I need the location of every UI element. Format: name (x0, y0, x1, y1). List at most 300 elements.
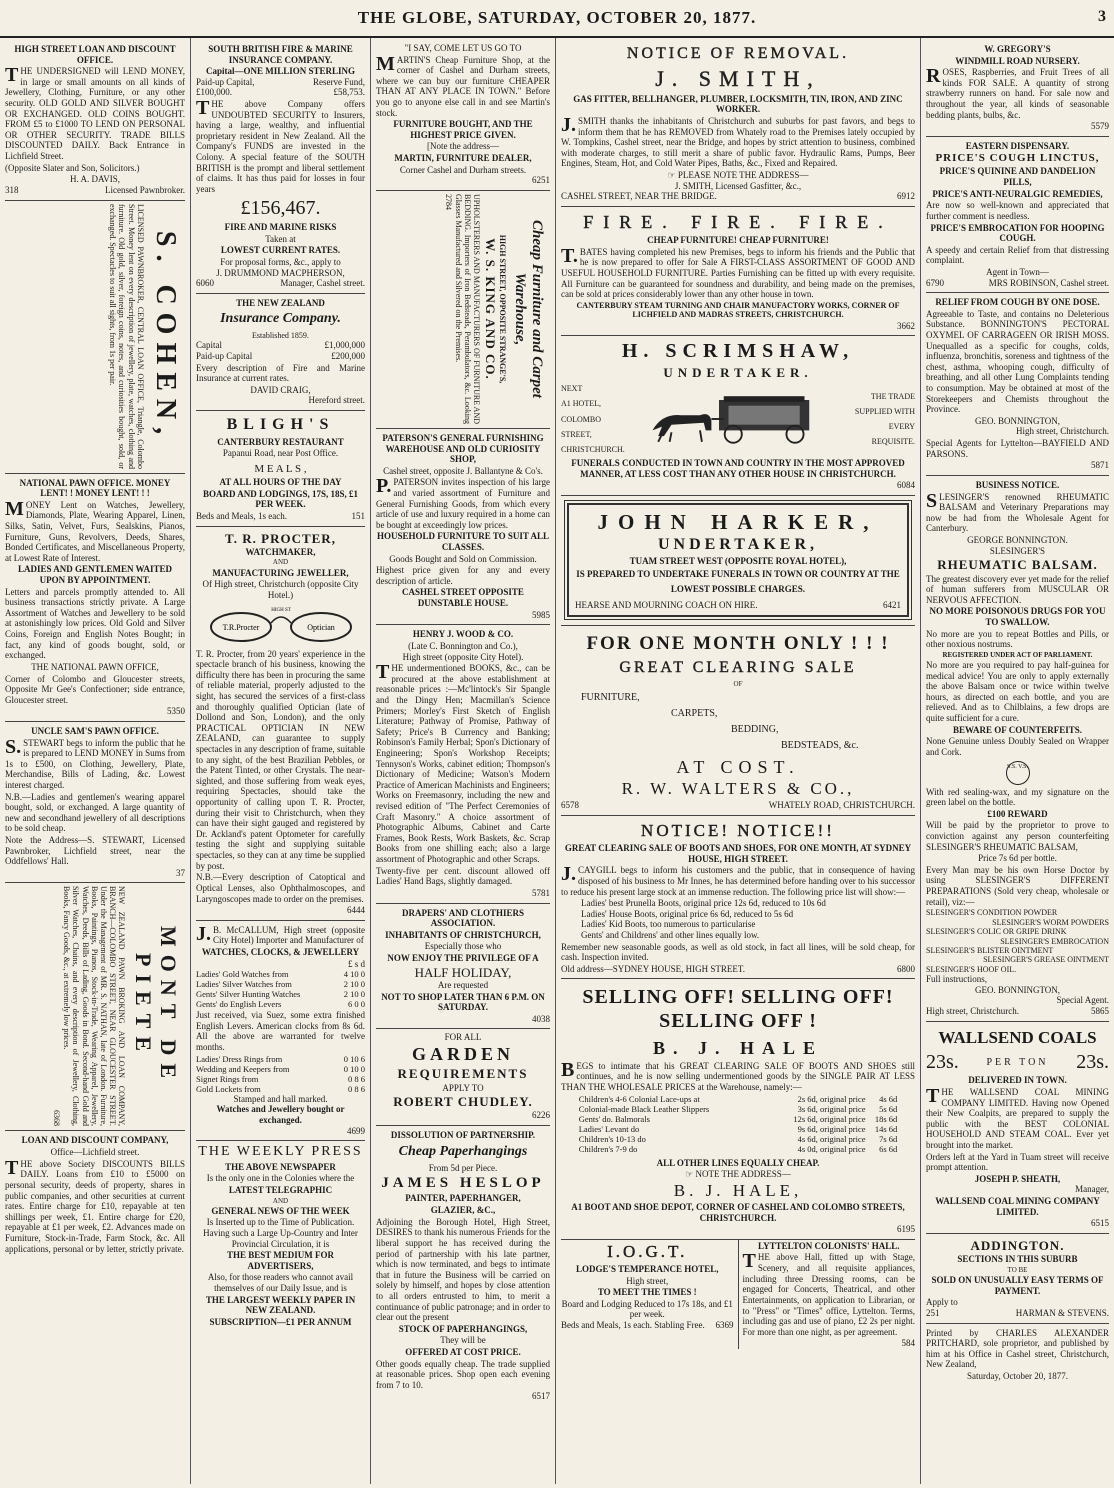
right-line-1: THE TRADE (870, 391, 915, 401)
ad-ref: 6251 (532, 175, 550, 186)
ad-other: ALL OTHER LINES EQUALLY CHEAP. (656, 1157, 820, 1168)
list-item: SLESINGER'S HOOF OIL. (926, 964, 1017, 974)
ad-note: ☞ PLEASE NOTE THE ADDRESS— (667, 170, 809, 181)
price-left: 23s. (926, 1050, 959, 1073)
ad-no-more: NO MORE POISONOUS DRUGS FOR YOU TO SWALLOW. (929, 606, 1106, 627)
ad-note: [Note the address— (427, 141, 499, 152)
table-cell: Wedding and Keepers from (196, 1063, 290, 1074)
ad-ref: 5350 (167, 706, 185, 717)
ad-title-2: Insurance Company. (220, 311, 341, 327)
ad-bonnington (926, 293, 1109, 476)
ad-body: THE above Society DISCOUNTS BILLS DAILY. Loans from £10 to £5000 on personal security, deeds of property, shares in public companies, and other securities at current rates. Entire charge for £10, repayable at ten shillings per week, £1. Entire charge for £20, repayable at £1 per week, £2. Advances made on Furniture, Stock-in-Trade, Farm Stock, &c. All applications, personal or by letter, strictly private. (5, 1156, 185, 1254)
ad-delivered: DELIVERED IN TOWN. (968, 1075, 1067, 1086)
ad-company: WALLSEND COAL MINING COMPANY LIMITED. (935, 1196, 1100, 1217)
table-cell: Children's 7-9 do (578, 1143, 638, 1154)
ad-name: ROBERT CHUDLEY. (393, 1094, 533, 1110)
ad-weekly-press (196, 1141, 365, 1332)
column-4 (555, 38, 920, 1484)
ad-address: CASHEL STREET, NEAR THE BRIDGE. (561, 191, 717, 202)
ad-meet: TO MEET THE TIMES ! (597, 1287, 697, 1298)
ad-title: NOTICE! NOTICE!! (641, 821, 835, 841)
ad-address: High street (opposite City Hotel). (402, 651, 524, 662)
ad-price-1: PRICE'S COUGH LINCTUS, (935, 152, 1100, 165)
ad-dissolution: DISSOLUTION OF PARTNERSHIP. (390, 1130, 536, 1141)
ad-signer: GEO. BONNINGTON, (974, 415, 1061, 426)
ad-body: THE above Hall, fitted up with Stage, Scenery, and all requisite appliances, including three Dressing rooms, can be engaged for Concerts, Theatrical, and other Entertainments, on application to Librarian, or to "Press" or "Times" office, Lyttelton. Terms, including gas and use of piano, £2 2s per night. For more than one night, as per agreement. (742, 1250, 915, 1337)
ad-davis-loan (5, 40, 185, 201)
table-cell: Children's 4-6 Colonial Lace-ups at (578, 1093, 700, 1104)
ad-cost: AT COST. (676, 757, 800, 778)
ad-body: THE UNDERSIGNED will LEND MONEY, in large or small amounts on all kinds of Jewellery, Clothing, Furniture, or any other security. OLD GOLD AND SILVER BOUGHT OR EXCHANGED. OLD COINS BOUGHT. FROM £5 to £1000 TO LEND ON PERSONAL OR OTHER SECURITY. TRADE BILLS DISCOUNTED DAILY. Back Entrance in Lichfield Street. (5, 64, 185, 162)
ad-address: Note the Address—S. STEWART, Licensed Pawnbroker, Lichfield street, near the Oddfellows' Hall. (5, 835, 185, 867)
ad-body: Every description of Fire and Marine Insurance at current rates. (196, 362, 365, 384)
ad-garden (376, 1029, 550, 1126)
table-cell: 14s 6d (874, 1123, 898, 1134)
table-cell: 4s 6d, original price (797, 1133, 866, 1144)
ad-body: NEW ZEALAND PAWN BROKING AND LOAN COMPANY, BRANCH—COLOMBO STREET, NEAR GLOUCESTER STREET. Under the Management of MR. S. NATHAN, late of London. Furniture, Books, Paintings, Pianos, Stock-in-Trade, Wearing Apparel, Jewellery, Watches, Deeds, Bills of Lading, Goods in Bond. Second-hand Gold and Silver Watches, Chains, and every description of Jewellery, Clothing, Books, Fancy Goods, &c., at extremely low prices. (62, 886, 127, 1127)
ad-wallsend (926, 1022, 1109, 1234)
ad-martin (376, 40, 550, 191)
ad-agent: GEORGE BONNINGTON. (967, 534, 1068, 545)
ad-title: RELIEF FROM COUGH BY ONE DOSE. (935, 297, 1100, 308)
ad-walters (561, 626, 915, 816)
table-row (579, 1094, 898, 1104)
ad-price-4: PRICE'S EMBROCATION FOR HOOPING COUGH. (930, 222, 1105, 244)
ad-highest: Highest price given for any and every description of article. (376, 565, 550, 586)
currency-header: £ s d (347, 958, 365, 969)
ad-sub: (Late C. Bonnington and Co.), (408, 640, 518, 651)
table-cell: Gents' do English Levers (196, 999, 282, 1010)
table-cell: Gents' do. Balmorals (578, 1113, 650, 1124)
table-cell: Signet Rings from (196, 1073, 259, 1084)
ad-price-3: PRICE'S ANTI-NEURALGIC REMEDIES, (932, 188, 1103, 199)
ad-ref: 6578 (561, 800, 579, 811)
ad-especially: Especially those who (424, 941, 502, 952)
ad-title: SOUTH BRITISH FIRE & MARINE INSURANCE COMPANY. (208, 44, 353, 65)
ad-title: I.O.G.T. (607, 1241, 688, 1261)
ad-ref: 5985 (532, 609, 550, 620)
ad-line-7: Having such a Large Up-Country and Inter Provincial Circulation, it is (203, 1228, 358, 1249)
ad-sub: WINDMILL ROAD NURSERY. (955, 55, 1080, 66)
ad-address: High street, (626, 1275, 669, 1286)
ad-sub-3: MANUFACTURING JEWELLER, (212, 567, 349, 578)
imprint-date: Saturday, October 20, 1877. (967, 1370, 1068, 1381)
ad-agent: Agent in Town— (986, 266, 1049, 277)
ad-body-3: No more are you to repeat Bottles and Pills, or other noxious nostrums. (926, 628, 1109, 650)
ad-note: N.B.—Ladies and gentlemen's wearing apparel bought, sold, or exchanged. A large quantity of new and secondhand jewellery of all descriptions to be sold cheap. (5, 791, 185, 834)
ad-slesinger (926, 476, 1109, 1022)
table-cell: Gents' Silver Hunting Watches (196, 989, 301, 1000)
price-table-2 (196, 1054, 365, 1094)
table-cell: 0 10 0 (343, 1063, 365, 1074)
reserve-label: Reserve Fund, (313, 76, 365, 87)
ad-harker (561, 496, 915, 626)
ad-uncle-sam (5, 722, 185, 884)
capital-value: £1,000,000 (324, 340, 365, 351)
ad-line-2: Is the only one in the Colonies where the (206, 1173, 355, 1184)
ad-household: HOUSEHOLD FURNITURE TO SUIT ALL CLASSES. (376, 531, 550, 553)
ad-bought: FURNITURE BOUGHT, AND THE HIGHEST PRICE GIVEN. (393, 119, 533, 140)
ad-wood (376, 625, 550, 903)
ad-title: LOAN AND DISCOUNT COMPANY, (21, 1135, 169, 1146)
ad-ref: 5579 (1091, 121, 1109, 132)
ad-procter (196, 527, 365, 921)
table-cell: 4s 6d (879, 1093, 898, 1104)
left-line-3: COLOMBO STREET, (561, 414, 602, 439)
ad-name: W. S. KING AND CO. (483, 238, 499, 380)
ad-stock: STOCK OF PAPERHANGINGS, (398, 1323, 528, 1334)
ad-hearse: HEARSE AND MOURNING COACH ON HIRE. (575, 600, 758, 611)
ad-address: TUAM STREET WEST (OPPOSITE ROYAL HOTEL), (629, 555, 847, 566)
column-3 (370, 38, 555, 1484)
table-row (196, 1064, 365, 1074)
ad-special: Special Agents for Lyttelton—BAYFIELD AND PARSONS. (926, 438, 1109, 459)
ad-body: MARTIN'S Cheap Furniture Shop, at the corner of Cashel and Durham streets, where we can buy our furniture CHEAPER THAN AT ANY PLACE IN TOWN." Before you go to anyone else call in and see Martin's stock. (376, 52, 550, 118)
table-cell: 6s 6d (879, 1143, 898, 1154)
ad-footer: Other goods equally cheap. The trade supplied at reasonable prices. Shop open each evening from 7 to 10. (376, 1358, 550, 1390)
ad-stamped: Stamped and hall marked. (233, 1093, 328, 1104)
ad-mid: Just received, via Suez, some extra finished English Levers. American clocks from 8s 6d. All the above are warranted for twelve months. (196, 1010, 365, 1053)
ad-body: LICENSED PAWNBROKER, CENTRAL LOAN OFFICE, Triangle, Colombo Street. Money lent on every description of jewellery, plate, watches, clothing and furniture. Old gold, silver, foreign coins, notes, and curiosities bought, sold, or exchanged. Spectacles to suit all sights, from 1s per pair. (108, 203, 145, 469)
list-item: Ladies' House Boots, original price 6s 6d, reduced to 5s 6d (581, 908, 794, 919)
ad-body: THE WALLSEND COAL MINING COMPANY LIMITED. Having now Opened their New Coalpits, are prepared to supply the public with the BEST COLONIAL HOUSEHOLD AND STEAM COAL. Ever yet brought into the market. (926, 1084, 1109, 1150)
ad-body: S.STEWART begs to inform the public that he is prepared to LEND MONEY in Sums from 1s to £500, on Clothing, Jewellery, Plate, Merchandise, Bills of Lading, &c. Lowest interest charged. (5, 735, 185, 790)
table-row (579, 1114, 898, 1124)
ad-line-5: GENERAL NEWS OF THE WEEK (211, 1205, 350, 1216)
ad-proposal: For proposal forms, &c., apply to (220, 256, 341, 267)
ad-note: ☞ NOTE THE ADDRESS— (685, 1169, 791, 1180)
ad-body-2: Letters and parcels promptly attended to. All business transactions strictly private. A Large Assortment of Watches and Jewellery to be sold at astonishingly low prices. Old Gold and Silver Coins, Foreign and English Notes Bought; in fact, any kind of goods bought, sold, or exchanged. (5, 586, 185, 661)
ad-signer-title: Licensed Pawnbroker. (105, 184, 185, 195)
rotated-ad (5, 204, 185, 469)
ad-address: Of High street, Christchurch (opposite City Hotel.) (202, 579, 359, 600)
ad-line-1: THE ABOVE NEWSPAPER (225, 1161, 336, 1172)
ad-name: H. SCRIMSHAW, (621, 340, 855, 363)
ad-hale (561, 979, 915, 1239)
ad-footer: CASHEL STREET OPPOSITE DUNSTABLE HOUSE. (402, 587, 524, 609)
ad-body: Adjoining the Borough Hotel, High Street, DESIRES to thank his numerous Friends for the liberal support he has received during the period of partnership with his late partner, which is now terminated, and begs to intimate that in future the Business will be carried on solely by himself, and hopes by close attention to all orders entrusted to him, to merit a continuance of public patronage; and in order to clear out the present (376, 1216, 550, 1323)
hearse-icon (643, 391, 833, 447)
ad-line-9: Also, for those readers who cannot avail themselves of our Daily Issue, and is (207, 1272, 354, 1294)
ad-title: THE WEEKLY PRESS (198, 1144, 363, 1160)
ad-signer-title: Hereford street. (308, 395, 365, 406)
ad-signer: MARTIN, FURNITURE DEALER, (394, 153, 532, 164)
table-row (196, 1074, 365, 1084)
ad-body: J.SMITH thanks the inhabitants of Christchurch and suburbs for past favors, and begs to inform them that he has REMOVED from Whately road to the Premises lately occupied by W. Tompkins, Cashel street, near the Bridge, and hopes by strict attention to business, combined with moderate charges, to still merit a share of public favor. Hydraulic Rams, Pumps, Beer Engines, Steam, Hot, and Cold Water Pipes, Baths, &c., Fixed and Repaired. (561, 114, 915, 169)
ad-address: Corner Cashel and Durham streets. (399, 164, 527, 175)
ad-title: W. GREGORY'S (984, 44, 1051, 54)
ad-signer: GEO. BONNINGTON, (974, 984, 1061, 995)
ad-title: UNCLE SAM'S PAWN OFFICE. (31, 725, 159, 736)
ad-footer: Watches and Jewellery bought or exchanged. (216, 1104, 345, 1125)
price-table (196, 969, 365, 1009)
ad-body: P.PATERSON invites inspection of his large and varied assortment of Furniture and General Furnishing Goods, from which every article of use and luxury required in a home can be bought at exceedingly low prices. (376, 475, 550, 530)
ad-capital: Capital—ONE MILLION STERLING (205, 66, 356, 77)
table-cell: 9s 6d, original price (797, 1123, 866, 1134)
masthead (0, 0, 1114, 38)
ad-title-1: SLESINGER'S (989, 545, 1046, 556)
ad-to-be: TO BE (1007, 1265, 1028, 1274)
ad-ref: 5871 (1091, 460, 1109, 471)
ad-ref: 5865 (1091, 1006, 1109, 1017)
ad-title: B. J. HALE (652, 1037, 824, 1058)
right-line-2: SUPPLIED WITH (854, 407, 915, 416)
ad-signer: JOSEPH P. SHEATH, (974, 1173, 1061, 1184)
ad-trade: UNDERTAKER. (663, 364, 813, 380)
table-cell: 2s 6d, original price (797, 1093, 866, 1104)
ad-beds: Beds and Meals, 1s each. (196, 510, 287, 521)
ad-line-3: LATEST TELEGRAPHIC (228, 1184, 333, 1195)
ad-body-6: With red sealing-wax, and my signature on the green label on the bottle. (926, 786, 1109, 808)
ad-ref: 4038 (532, 1013, 550, 1024)
ad-trade: GAS FITTER, BELLHANGER, PLUMBER, LOCKSMITH, TIN, IRON, AND ZINC WORKER. (573, 93, 903, 115)
ad-ref: 3662 (897, 320, 915, 331)
ad-body-4: No more are you required to pay half-guinea for medical advice! You are only to apply externally the above Balsam once or twice within twelve hours, as directed on each bottle, and you are relieved. And as to Chilblains, a few drops are quite sufficient for a cure. (926, 660, 1109, 724)
ad-title-2: RHEUMATIC BALSAM. (937, 557, 1098, 573)
ad-apply: APPLY TO (442, 1082, 484, 1093)
left-line-2: A1 HOTEL, (561, 399, 601, 409)
ad-ref: 151 (351, 510, 365, 521)
ad-body-2: The greatest discovery ever yet made for the relief of human sufferers from MUSCULAR OR NERVOUS AFFECTION. (926, 573, 1109, 605)
ad-title: FIRE. FIRE. FIRE. (583, 211, 893, 232)
ad-heading: S. COHEN, (150, 230, 181, 442)
ad-address: WHATELY ROAD, CHRISTCHURCH. (768, 800, 915, 811)
ad-ref: 6800 (897, 963, 915, 974)
ad-address: (Opposite Slater and Son, Solicitors.) (5, 162, 140, 173)
ad-national-pawn (5, 474, 185, 722)
ad-ref: 6368 (52, 1110, 62, 1127)
ad-price-2: PRICE'S QUININE AND DANDELION PILLS, (939, 166, 1096, 188)
ad-ref: 6226 (532, 1110, 550, 1121)
ad-body-8: Every Man may be his own Horse Doctor by using SLESINGER'S DIFFERENT PREPARATIONS (Sold very cheap, wholesale or retail), viz:— (926, 864, 1109, 907)
price-table (579, 1094, 898, 1154)
ad-name: JAMES HESLOP (381, 1174, 545, 1191)
ad-beds: Beds and Meals, 1s each. Stabling Free. (561, 1319, 705, 1330)
ad-sub: REQUIREMENTS (397, 1066, 529, 1082)
paid-label: Paid-up Capital, (196, 76, 255, 87)
ad-body: IS PREPARED TO UNDERTAKE FUNERALS IN TOWN OR COUNTRY AT THE LOWEST POSSIBLE CHARGES. (576, 569, 900, 594)
ad-board: Board and Lodging Reduced to 17s 18s, and £1 per week. (561, 1298, 733, 1320)
table-cell: 7s 6d (879, 1133, 898, 1144)
ad-sub: GREAT CLEARING SALE OF BOOTS AND SHOES, FOR ONE MONTH, AT SYDNEY HOUSE, HIGH STREET. (564, 843, 912, 864)
ad-ref: 6515 (1091, 1218, 1109, 1229)
goods-4: BEDSTEADS, &c. (781, 740, 859, 752)
per-ton: PER TON (986, 1056, 1049, 1068)
ad-signer: HARMAN & STEVENS. (1015, 1307, 1109, 1318)
ad-notice: NOTICE OF REMOVAL. (626, 45, 850, 62)
ad-caygill (561, 816, 915, 979)
ad-notice: BUSINESS NOTICE. (975, 479, 1060, 490)
ad-address: High street, Christchurch. (1016, 426, 1109, 437)
goods-2: CARPETS, (671, 708, 718, 720)
list-item: SLESINGER'S CONDITION POWDER (926, 908, 1058, 918)
ad-signer: THE NATIONAL PAWN OFFICE, (31, 661, 159, 672)
ad-footer: FUNERALS CONDUCTED IN TOWN AND COUNTRY IN THE MOST APPROVED MANNER, AT LESS COST THAN ANY OTHER HOUSE IN CHRISTCHURCH. (571, 458, 905, 479)
ad-body: THE above Company offers UNDOUBTED SECURITY to Insurers, having a large, wealthy, and influential proprietary resident in New Zealand. All the Company's FUNDS are invested in the Colony. A special feature of the SOUTH BRITISH is the prompt and liberal settlement of claims. It has thus paid for losses in four years (196, 97, 365, 194)
ad-fire (561, 207, 915, 336)
ad-line-10: THE LARGEST WEEKLY PAPER IN NEW ZEALAND. (205, 1294, 356, 1316)
ad-ref: 6060 (196, 278, 214, 289)
table-cell: 12s 6d, original price (793, 1113, 866, 1124)
ad-title: GARDEN (411, 1043, 514, 1064)
column-1 (0, 38, 190, 1484)
ad-title: EASTERN DISPENSARY. (965, 140, 1070, 151)
table-row (579, 1124, 898, 1134)
ad-beware: BEWARE OF COUNTERFEITS. (953, 724, 1082, 735)
ad-smith (561, 40, 915, 207)
list-item: Ladies' Kid Boots, too numerous to particularise (581, 919, 756, 930)
table-row (196, 979, 365, 989)
ad-hours: AT ALL HOURS OF THE DAY (219, 477, 342, 488)
ad-name: J. SMITH, (655, 65, 821, 91)
ad-title: WATCHES, CLOCKS, & JEWELLERY (201, 946, 360, 957)
ad-established: Established 1859. (252, 330, 309, 340)
ad-reward: £100 REWARD (987, 808, 1048, 819)
ad-line-11: SUBSCRIPTION—£1 PER ANNUM (209, 1316, 352, 1327)
ad-trade-2: GLAZIER, &C., (430, 1205, 496, 1216)
ad-loan-discount (5, 1131, 185, 1259)
table-row (196, 1054, 365, 1064)
ad-sold: SOLD ON UNUSUALLY EASY TERMS OF PAYMENT. (931, 1275, 1104, 1296)
table-cell: Colonial-made Black Leather Slippers (578, 1103, 710, 1114)
table-cell: 3s 6d, original price (797, 1103, 866, 1114)
paid-value: £200,000 (331, 350, 365, 361)
paid-label: Paid-up Capital (196, 350, 253, 361)
ad-heading: Cheap Furniture and Carpet Warehouse, (511, 219, 545, 398)
ad-registered: REGISTERED UNDER ACT OF PARLIAMENT. (942, 650, 1093, 659)
ad-name: JOHN HARKER, (597, 509, 879, 534)
ad-old: Old address—SYDNEY HOUSE, HIGH STREET. (561, 963, 745, 974)
ad-ref: 6444 (347, 905, 365, 916)
ad-bligh (196, 411, 365, 527)
ad-discount: Twenty-five per cent. discount allowed off Ladies' Hand Bags, slightly damaged. (376, 865, 550, 887)
capital-label: Capital (196, 340, 222, 351)
column-5 (920, 38, 1114, 1484)
ad-ref: 2784 (443, 193, 453, 210)
ad-ref: 6912 (897, 191, 915, 202)
ad-drapers (376, 904, 550, 1030)
ad-footer: CANTERBURY STEAM TURNING AND CHAIR MANUFACTORY WORKS, CORNER OF LICHFIELD AND MADRAS STREETS, CHRISTCHURCH. (576, 300, 900, 320)
ad-price: Price 7s 6d per bottle. (978, 853, 1057, 864)
imprint-body: Printed by CHARLES ALEXANDER PRITCHARD, sole proprietor, and published by him at his Office in Cashel street, Christchurch, New Zealand, (926, 1327, 1109, 1370)
ad-mccallum (196, 921, 365, 1141)
ad-headline: FOR ONE MONTH ONLY ! ! ! (586, 632, 890, 654)
reserve-value: £58,753. (333, 87, 365, 98)
ad-for: FOR ALL (444, 1032, 482, 1043)
left-line-1: NEXT (561, 384, 583, 394)
ad-requested: Are requested (437, 979, 489, 990)
ad-shop: NOT TO SHOP LATER THAN 6 P.M. ON SATURDAY. (381, 991, 545, 1013)
ad-title: BLIGH'S (226, 416, 335, 433)
ad-agent: J. DRUMMOND MACPHERSON, (216, 267, 345, 278)
ad-address: Cashel street, opposite J. Ballantyne & Co's. (383, 465, 543, 476)
ad-name: R. W. WALTERS & CO., (621, 779, 855, 799)
ad-offered: OFFERED AT COST PRICE. (405, 1347, 521, 1357)
ad-risks: FIRE AND MARINE RISKS (224, 222, 337, 233)
ad-sub-2: AND (272, 558, 289, 567)
ad-title: LYTTELTON COLONISTS' HALL. (758, 1240, 900, 1251)
ad-body-7: Will be paid by the proprietor to prove to conviction against any person counterfeiting SLESINGER'S RHEUMATIC BALSAM, (926, 820, 1109, 852)
table-row (196, 969, 365, 979)
ad-mont-de-piete (5, 883, 185, 1131)
ad-ref: 6369 (715, 1319, 734, 1330)
ad-amount: £156,467. (240, 196, 321, 219)
table-cell: Ladies' Dress Rings from (196, 1053, 283, 1064)
table-cell: Children's 10-13 do (578, 1133, 646, 1144)
ad-body: T.BATES having completed his new Premises, begs to inform his friends and the Public that he is now prepared to offer for Sale A FIRST-CLASS ASSORTMENT OF GOOD AND USEFUL HOUSEHOLD FURNITURE. Parties Furnishing can be fitted up with every requisite. All Furniture can be guaranteed for soundness and durability, and being made on the premises, can be sold at prices considerably lower than any other house in town. (561, 244, 915, 300)
list-item: SLESINGER'S GREASE OINTMENT (983, 955, 1109, 965)
ad-body: INHABITANTS OF CHRISTCHURCH, (385, 929, 541, 940)
lens-right-label: Optician (306, 622, 335, 632)
left-line-4: CHRISTCHURCH. (561, 444, 625, 454)
ad-south-british (196, 40, 365, 294)
ad-sub: LADIES AND GENTLEMEN WAITED UPON BY APPOINTMENT. (17, 564, 173, 586)
ad-title: PATERSON'S GENERAL FURNISHING WAREHOUSE AND OLD CURIOSITY SHOP, (382, 432, 544, 465)
table-cell: 0 8 6 (348, 1083, 365, 1094)
ad-line-8: THE BEST MEDIUM FOR ADVERTISERS, (226, 1250, 335, 1271)
ad-ref: 5781 (532, 887, 550, 898)
right-line-3: EVERY (888, 422, 915, 432)
ad-paterson (376, 429, 550, 625)
ad-address: A1 BOOT AND SHOE DEPOT, CORNER OF CASHEL AND COLOMBO STREETS, CHRISTCHURCH. (571, 1202, 905, 1223)
ad-agent-name: MRS ROBINSON, Cashel street. (988, 277, 1109, 288)
ad-goods: Goods Bought and Sold on Commission. (389, 553, 537, 564)
ad-enjoy: NOW ENJOY THE PRIVILEGE OF A (387, 952, 539, 963)
ad-nz-insurance (196, 294, 365, 411)
table-cell: 18s 6d (874, 1113, 898, 1124)
ad-ref: 584 (901, 1338, 915, 1349)
goods-3: BEDDING, (731, 724, 779, 736)
ad-address: Papanui Road, near Post Office. (222, 448, 339, 459)
ad-ref: 6790 (926, 277, 944, 288)
ad-title: WALLSEND COALS (938, 1027, 1097, 1047)
ad-headline: SELLING OFF! SELLING OFF! SELLING OFF ! (582, 986, 894, 1032)
ad-from: From 5d per Piece. (428, 1163, 498, 1174)
column-2 (190, 38, 370, 1484)
table-cell: Gold Lockets from (196, 1083, 261, 1094)
table-row (196, 1084, 365, 1094)
ad-apply: Apply to (926, 1297, 958, 1308)
ad-line-4: AND (272, 1196, 289, 1205)
ad-rates: LOWEST CURRENT RATES. (220, 245, 341, 256)
ad-ref: 251 (926, 1307, 940, 1318)
ad-eastern-dispensary (926, 137, 1109, 293)
table-cell: Ladies' Levant do (578, 1123, 640, 1134)
ad-cheap: Cheap Paperhangings (398, 1143, 528, 1159)
price-right: 23s. (1076, 1050, 1109, 1073)
ad-full: Full instructions, (926, 974, 988, 985)
ad-title: HIGH STREET LOAN AND DISCOUNT OFFICE. (14, 44, 176, 65)
ad-gregory (926, 40, 1109, 137)
ad-scrimshaw (561, 336, 915, 496)
list-item: SLESINGER'S EMBROCATION (1000, 936, 1109, 946)
list-item: Gents' and Childrens' and other lines equally low. (581, 929, 760, 940)
ad-title: GREAT CLEARING SALE (619, 659, 857, 677)
ad-name: B. J. HALE, (673, 1180, 803, 1200)
lens-left-label: T.R.Procter (222, 622, 259, 632)
ad-meals: M E A L S , (254, 463, 307, 476)
ad-ref: 4699 (347, 1125, 365, 1136)
ad-ref: 318 (5, 184, 19, 195)
ad-body: T. R. Procter, from 20 years' experience in the spectacle branch of his business, knowing the difficulty there has been in procuring the same of reliable material, properly adjusted to the sight, has secured the services of a first-class and thoroughly qualified Optician (late of Dollond and Son, London), and the only PRACTICAL OPTICIAN IN NEW ZEALAND, can guarantee to supply spectacles in any description of frame, suitable to any sight, of the best Brazilian Pebbles, or the Patent Tinted, or other Crystals. The near-sighted, and those suffering from weak eyes, requiring Spectacles, should take the opportunity of calling upon T. R. Procter, during their visit to Christchurch, when they can have their sight gauged and registered by Dr. Ackland's patent Optometer for carefully testing the sight and supplying suitable spectacles, so they can at any time be supplied by post. (196, 648, 365, 871)
paid-value: £100,000. (196, 87, 232, 98)
ad-ref: 6195 (897, 1224, 915, 1235)
ad-address: Corner of Colombo and Gloucester streets, Opposite Mr Gee's Confectioner; side entrance, Gloucester street. (5, 673, 185, 705)
table-cell: 0 10 6 (343, 1053, 365, 1064)
ad-sub-1: WATCHMAKER, (245, 546, 316, 557)
ad-sub: HIGH STREET, OPPOSITE STRANGE'S, (498, 234, 508, 384)
ad-sub: CANTERBURY RESTAURANT (217, 436, 344, 447)
